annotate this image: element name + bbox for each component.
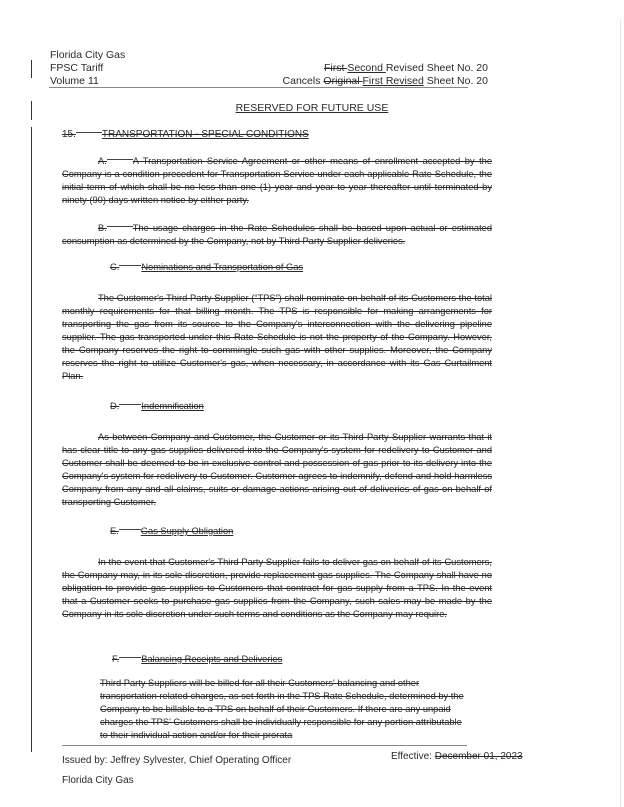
revision-bar bbox=[31, 127, 32, 752]
footer-company: Florida City Gas bbox=[62, 775, 134, 786]
subsection-title: Indemnification bbox=[141, 401, 204, 411]
paragraph-e: In the event that Customer's Third Party Supplier fails to deliver gas on behalf of its Customers, the Company may, in its sole discretion, provide replacement gas supplies. The Company shall have no obligation to provide gas supplies to Customers that contract for gas supply from a TPS. In the event that a Customer seeks to purchase gas supplies from the Company, such sales may be made by the Company in its sole discretion under such terms and conditions as the Company may require. bbox=[62, 557, 492, 619]
tab-leader bbox=[76, 132, 102, 133]
paragraph-line: Company to be billable to a TPS on behalf of their Customers. If there are any unpaid bbox=[100, 704, 451, 714]
subsection-title: Gas Supply Obligation bbox=[140, 526, 234, 536]
title-text: RESERVED FOR FUTURE USE bbox=[235, 102, 389, 114]
company-name: Florida City Gas bbox=[50, 49, 126, 61]
paragraph-a bbox=[62, 155, 492, 207]
inserted-text: First Revised bbox=[362, 75, 424, 87]
tab-leader bbox=[107, 226, 133, 227]
volume-label: Volume 11 bbox=[50, 75, 99, 87]
header-right bbox=[283, 62, 488, 88]
deleted-text: First bbox=[323, 62, 348, 74]
subsection-heading-f bbox=[112, 654, 282, 664]
subsection-title: Nominations and Transportation of Gas bbox=[141, 262, 304, 272]
item-letter: C. bbox=[110, 262, 120, 272]
effective-label: Effective: bbox=[391, 751, 435, 762]
paragraph-line: to their individual action and/or for their prorata bbox=[100, 730, 293, 740]
subsection-heading-c bbox=[110, 262, 303, 272]
footer-rule bbox=[62, 745, 467, 746]
paragraph-line: transportation related charges, as set forth in the TPS Rate Schedule, determined by the bbox=[100, 691, 464, 701]
section-number: 15. bbox=[62, 129, 76, 140]
subsection-heading-e bbox=[110, 526, 233, 536]
subsection-heading-d bbox=[110, 401, 204, 411]
tab-leader bbox=[119, 404, 141, 405]
cancels-sheet-number: Sheet No. 20 bbox=[423, 75, 488, 87]
sheet-number-line bbox=[283, 62, 488, 75]
tab-leader bbox=[107, 159, 133, 160]
paragraph-f bbox=[100, 677, 500, 742]
paragraph-d: As between Company and Customer, the Customer or its Third Party Supplier warrants that it has clear title to any gas supplies delivered into the Company's system for redelivery to Customer and Customer shall be deemed to be in exclusive control and possession of gas prior to its delivery into the Company's system for redelivery to Customer. Customer agrees to indemnify, defend and hold harmless Company from any and all claims, suits or damage actions arising out of deliveries of gas on behalf of transporting Customer. bbox=[62, 432, 492, 507]
item-letter: B. bbox=[98, 223, 107, 233]
paragraph-line: charges the TPS' Customers shall be individually responsible for any portion attributable bbox=[100, 717, 462, 727]
page-edge bbox=[620, 20, 621, 807]
issued-by: Issued by: Jeffrey Sylvester, Chief Operating Officer bbox=[62, 755, 292, 766]
section-heading bbox=[62, 129, 309, 140]
paragraph-line: Third Party Suppliers will be billed for all their Customers' balancing and other bbox=[100, 678, 420, 688]
revision-bar bbox=[31, 60, 32, 78]
tariff-name: FPSC Tariff bbox=[50, 62, 104, 74]
subsection-title: Balancing Receipts and Deliveries bbox=[141, 654, 283, 664]
footer-effective bbox=[391, 751, 523, 762]
item-letter: D. bbox=[110, 401, 120, 411]
inserted-text: Second bbox=[347, 62, 386, 74]
header-rule bbox=[49, 87, 468, 88]
paragraph-b bbox=[62, 222, 492, 248]
paragraph-text: The usage charges in the Rate Schedules shall be based upon actual or estimated consumption as determined by the Company, not by Third Party Supplier deliveries. bbox=[62, 223, 492, 246]
paragraph-text: A Transportation Service Agreement or other means of enrollment accepted by the Company is a condition precedent for Transportation Service under each applicable Rate Schedule, the initial term of which shall be no less than one (1) year and year to year thereafter until terminated by ninety (90) days written notice by either party. bbox=[62, 156, 492, 205]
item-letter: F. bbox=[112, 654, 120, 664]
deleted-text: Original bbox=[323, 75, 363, 87]
cancels-prefix: Cancels bbox=[282, 75, 324, 87]
header-left bbox=[50, 49, 125, 88]
item-letter: A. bbox=[98, 156, 107, 166]
tab-leader bbox=[119, 265, 141, 266]
tab-leader bbox=[119, 657, 141, 658]
page-title bbox=[0, 102, 624, 114]
sheet-number: Revised Sheet No. 20 bbox=[385, 62, 488, 74]
tab-leader bbox=[119, 529, 141, 530]
section-title: TRANSPORTATION - SPECIAL CONDITIONS bbox=[101, 129, 309, 140]
item-letter: E. bbox=[110, 526, 119, 536]
effective-date: December 01, 2023 bbox=[434, 751, 523, 762]
paragraph-c: The Customer's Third Party Supplier (“TPS”) shall nominate on behalf of its Customers the total monthly requirements for that billing month. The TPS is responsible for making arrangements for transporting the gas from its source to the Company's interconnection with the delivering pipeline supplier. The gas transported under this Rate Schedule is not the property of the Company. However, the Company reserves the right to commingle such gas with other supplies. Moreover, the Company reserves the right to utilize Customer's gas, when necessary, in accordance with its Gas Curtailment Plan. bbox=[62, 293, 492, 381]
footer-left bbox=[62, 751, 291, 791]
